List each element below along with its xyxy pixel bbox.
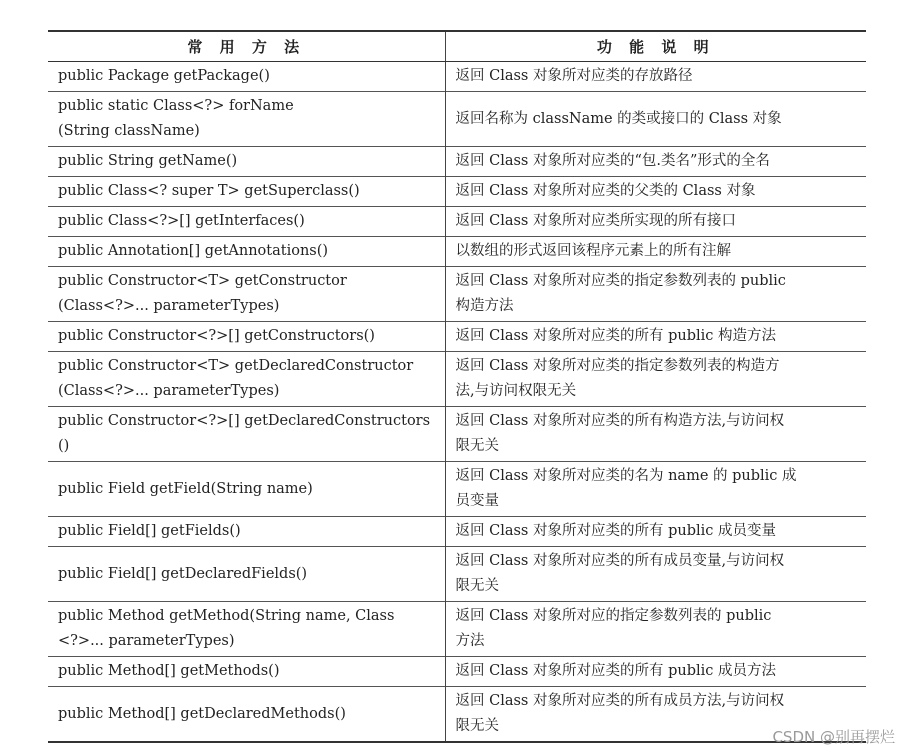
method-cell: public Annotation[] getAnnotations() [48, 237, 445, 267]
method-cell: public Constructor<T> getConstructor (Class<?>... parameterTypes) [48, 267, 445, 322]
description-cell: 返回 Class 对象所对应类的所有 public 成员方法 [445, 657, 866, 687]
method-cell: public Method[] getMethods() [48, 657, 445, 687]
table-row [48, 602, 866, 657]
description-cell: 返回 Class 对象所对应类的“包.类名”形式的全名 [445, 147, 866, 177]
table-header-row [48, 31, 866, 62]
description-cell: 返回 Class 对象所对应类的所有 public 构造方法 [445, 322, 866, 352]
table-row [48, 657, 866, 687]
table-row [48, 267, 866, 322]
column-header-method: 常 用 方 法 [48, 31, 445, 62]
table-row [48, 177, 866, 207]
table-body [48, 62, 866, 743]
method-cell: public Field[] getDeclaredFields() [48, 547, 445, 602]
description-cell: 返回名称为 className 的类或接口的 Class 对象 [445, 92, 866, 147]
description-cell: 返回 Class 对象所对应类的所有构造方法,与访问权 限无关 [445, 407, 866, 462]
column-header-description: 功 能 说 明 [445, 31, 866, 62]
csdn-watermark: CSDN @别再摆烂 [772, 728, 895, 746]
method-cell: public Field[] getFields() [48, 517, 445, 547]
table-row [48, 547, 866, 602]
table-row [48, 407, 866, 462]
table-row [48, 322, 866, 352]
description-cell: 返回 Class 对象所对应类所实现的所有接口 [445, 207, 866, 237]
method-cell: public Field getField(String name) [48, 462, 445, 517]
description-cell: 返回 Class 对象所对应类的父类的 Class 对象 [445, 177, 866, 207]
table-row [48, 62, 866, 92]
method-cell: public static Class<?> forName (String className) [48, 92, 445, 147]
method-cell: public Class<? super T> getSuperclass() [48, 177, 445, 207]
description-cell: 返回 Class 对象所对应类的指定参数列表的构造方 法,与访问权限无关 [445, 352, 866, 407]
method-cell: public Constructor<?>[] getDeclaredConstructors() [48, 407, 445, 462]
table-row [48, 687, 866, 743]
table-row [48, 92, 866, 147]
description-cell: 返回 Class 对象所对应类的名为 name 的 public 成 员变量 [445, 462, 866, 517]
method-cell: public Constructor<?>[] getConstructors() [48, 322, 445, 352]
reflection-methods-table [48, 30, 866, 743]
method-cell: public Method getMethod(String name, Class <?>... parameterTypes) [48, 602, 445, 657]
description-cell: 返回 Class 对象所对应类的所有成员方法,与访问权 限无关 [445, 687, 866, 743]
table-row [48, 352, 866, 407]
table-row [48, 237, 866, 267]
method-cell: public Method[] getDeclaredMethods() [48, 687, 445, 743]
method-cell: public Constructor<T> getDeclaredConstructor (Class<?>... parameterTypes) [48, 352, 445, 407]
description-cell: 返回 Class 对象所对应类的存放路径 [445, 62, 866, 92]
method-cell: public Package getPackage() [48, 62, 445, 92]
table-row [48, 207, 866, 237]
method-cell: public Class<?>[] getInterfaces() [48, 207, 445, 237]
description-cell: 以数组的形式返回该程序元素上的所有注解 [445, 237, 866, 267]
table-row [48, 517, 866, 547]
description-cell: 返回 Class 对象所对应的指定参数列表的 public 方法 [445, 602, 866, 657]
method-cell: public String getName() [48, 147, 445, 177]
description-cell: 返回 Class 对象所对应类的所有成员变量,与访问权 限无关 [445, 547, 866, 602]
table-row [48, 462, 866, 517]
table-row [48, 147, 866, 177]
description-cell: 返回 Class 对象所对应类的所有 public 成员变量 [445, 517, 866, 547]
description-cell: 返回 Class 对象所对应类的指定参数列表的 public 构造方法 [445, 267, 866, 322]
